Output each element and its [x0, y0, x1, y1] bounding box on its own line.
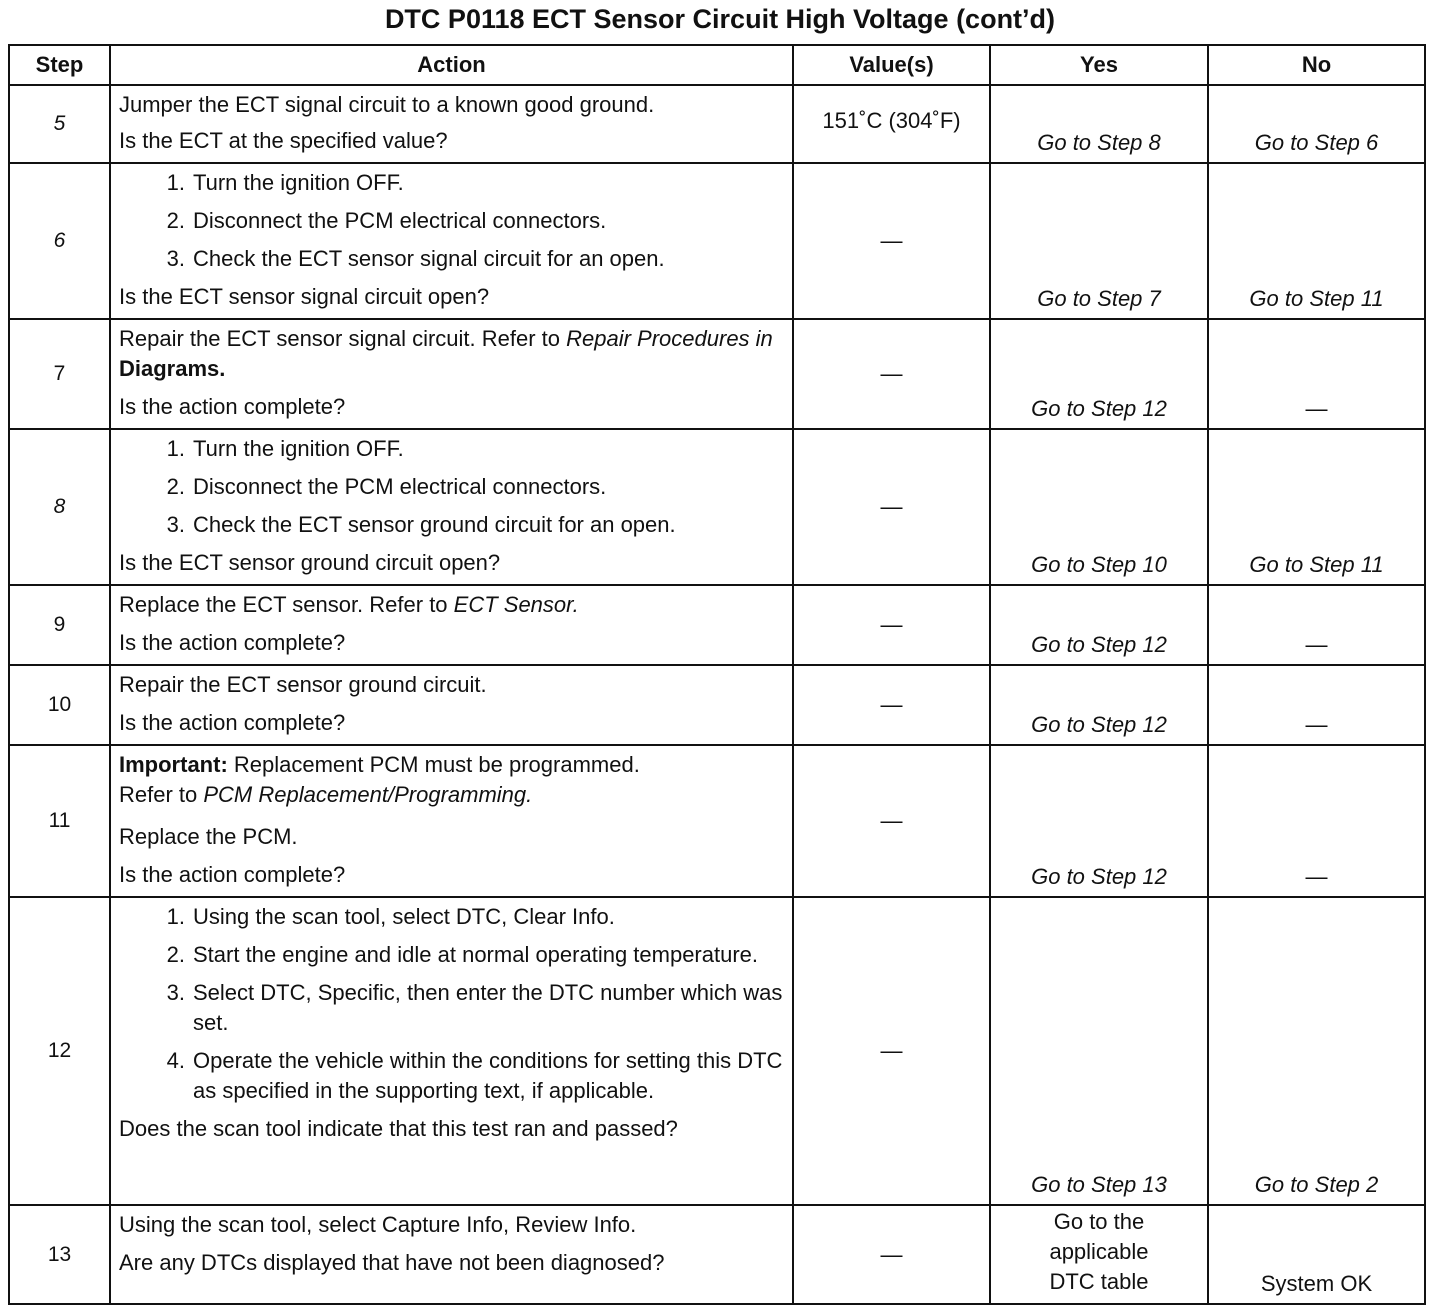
yes-cell: Go to Step 12	[990, 745, 1208, 897]
no-cell: —	[1208, 319, 1425, 429]
list-item: 1. Using the scan tool, select DTC, Clear Info.	[166, 904, 615, 929]
value-cell: —	[793, 429, 990, 585]
action-cell	[110, 1205, 793, 1304]
value-cell: —	[793, 585, 990, 665]
list-item: 3. Select DTC, Specific, then enter the DTC number which was set.	[166, 980, 783, 1035]
table-row	[9, 585, 1425, 665]
action-question: Is the ECT sensor signal circuit open?	[119, 284, 490, 309]
page-title: DTC P0118 ECT Sensor Circuit High Voltage (cont’d)	[384, 4, 1056, 34]
action-text: Replace the ECT sensor. Refer to ECT Sensor.	[119, 592, 579, 617]
table-row	[9, 745, 1425, 897]
list-item: 2. Disconnect the PCM electrical connectors.	[166, 474, 607, 499]
table-row	[9, 163, 1425, 319]
yes-cell: Go to Step 13	[990, 897, 1208, 1205]
table-row	[9, 665, 1425, 745]
step-number: 9	[9, 585, 110, 665]
step-number: 10	[9, 665, 110, 745]
important-note: Important: Replacement PCM must be programmed.	[119, 752, 640, 777]
yes-cell: Go to Step 12	[990, 665, 1208, 745]
action-cell	[110, 163, 793, 319]
important-label: Important:	[119, 752, 228, 777]
step-number: 13	[9, 1205, 110, 1304]
step-number: 7	[9, 319, 110, 429]
value-cell: —	[793, 745, 990, 897]
header-no: No	[1208, 45, 1425, 85]
table-row	[9, 429, 1425, 585]
value-cell: —	[793, 1205, 990, 1304]
list-item: 3. Check the ECT sensor signal circuit for an open.	[166, 246, 665, 271]
yes-cell: Go to Step 12	[990, 585, 1208, 665]
table-row	[9, 897, 1425, 1205]
table-row	[9, 1205, 1425, 1304]
header-yes: Yes	[990, 45, 1208, 85]
action-cell	[110, 897, 793, 1205]
yes-cell: Go to the applicable DTC table	[990, 1205, 1208, 1304]
list-item: 3. Check the ECT sensor ground circuit for an open.	[166, 512, 676, 537]
action-question: Is the ECT at the specified value?	[119, 128, 448, 153]
action-cell	[110, 429, 793, 585]
refer-line: Refer to PCM Replacement/Programming.	[119, 782, 533, 807]
action-question: Is the ECT sensor ground circuit open?	[119, 550, 501, 575]
action-text: Repair the ECT sensor ground circuit.	[119, 672, 487, 697]
yes-cell: Go to Step 12	[990, 319, 1208, 429]
step-number: 11	[9, 745, 110, 897]
action-text: Repair the ECT sensor signal circuit. Refer to Repair Procedures in Diagrams.	[119, 326, 773, 381]
no-cell: —	[1208, 665, 1425, 745]
action-text: Jumper the ECT signal circuit to a known good ground.	[119, 92, 655, 117]
action-cell	[110, 585, 793, 665]
action-text: Using the scan tool, select Capture Info, Review Info.	[119, 1212, 637, 1237]
list-item: 2. Disconnect the PCM electrical connectors.	[166, 208, 607, 233]
value-cell: —	[793, 319, 990, 429]
no-cell: System OK	[1208, 1205, 1425, 1304]
list-item: 1. Turn the ignition OFF.	[166, 170, 404, 195]
list-item: 4. Operate the vehicle within the conditions for setting this DTC as specified in the supporting text, if applicable.	[166, 1048, 783, 1103]
action-question: Are any DTCs displayed that have not been diagnosed?	[119, 1250, 665, 1275]
action-question: Is the action complete?	[119, 394, 346, 419]
action-cell	[110, 665, 793, 745]
no-cell: Go to Step 11	[1208, 163, 1425, 319]
no-cell: Go to Step 6	[1208, 85, 1425, 163]
yes-cell: Go to Step 10	[990, 429, 1208, 585]
action-question: Is the action complete?	[119, 630, 346, 655]
action-question: Is the action complete?	[119, 862, 346, 887]
action-cell	[110, 319, 793, 429]
yes-cell: Go to Step 7	[990, 163, 1208, 319]
table-row	[9, 319, 1425, 429]
header-step: Step	[9, 45, 110, 85]
no-cell: Go to Step 11	[1208, 429, 1425, 585]
list-item: 1. Turn the ignition OFF.	[166, 436, 404, 461]
step-number: 5	[9, 85, 110, 163]
action-question: Is the action complete?	[119, 710, 346, 735]
step-number: 6	[9, 163, 110, 319]
action-cell	[110, 745, 793, 897]
no-cell: —	[1208, 585, 1425, 665]
step-number: 8	[9, 429, 110, 585]
value-cell: 151˚C (304˚F)	[793, 85, 990, 163]
list-item: 2. Start the engine and idle at normal operating temperature.	[166, 942, 759, 967]
header-action: Action	[110, 45, 793, 85]
action-cell	[110, 85, 793, 163]
value-cell: —	[793, 163, 990, 319]
header-row	[9, 45, 1425, 85]
table-row	[9, 85, 1425, 163]
action-question: Does the scan tool indicate that this test ran and passed?	[119, 1116, 678, 1141]
value-cell: —	[793, 665, 990, 745]
no-cell: Go to Step 2	[1208, 897, 1425, 1205]
diagnostic-table	[8, 44, 1426, 1305]
value-cell: —	[793, 897, 990, 1205]
no-cell: —	[1208, 745, 1425, 897]
header-values: Value(s)	[793, 45, 990, 85]
action-text: Replace the PCM.	[119, 824, 298, 849]
yes-cell: Go to Step 8	[990, 85, 1208, 163]
step-number: 12	[9, 897, 110, 1205]
